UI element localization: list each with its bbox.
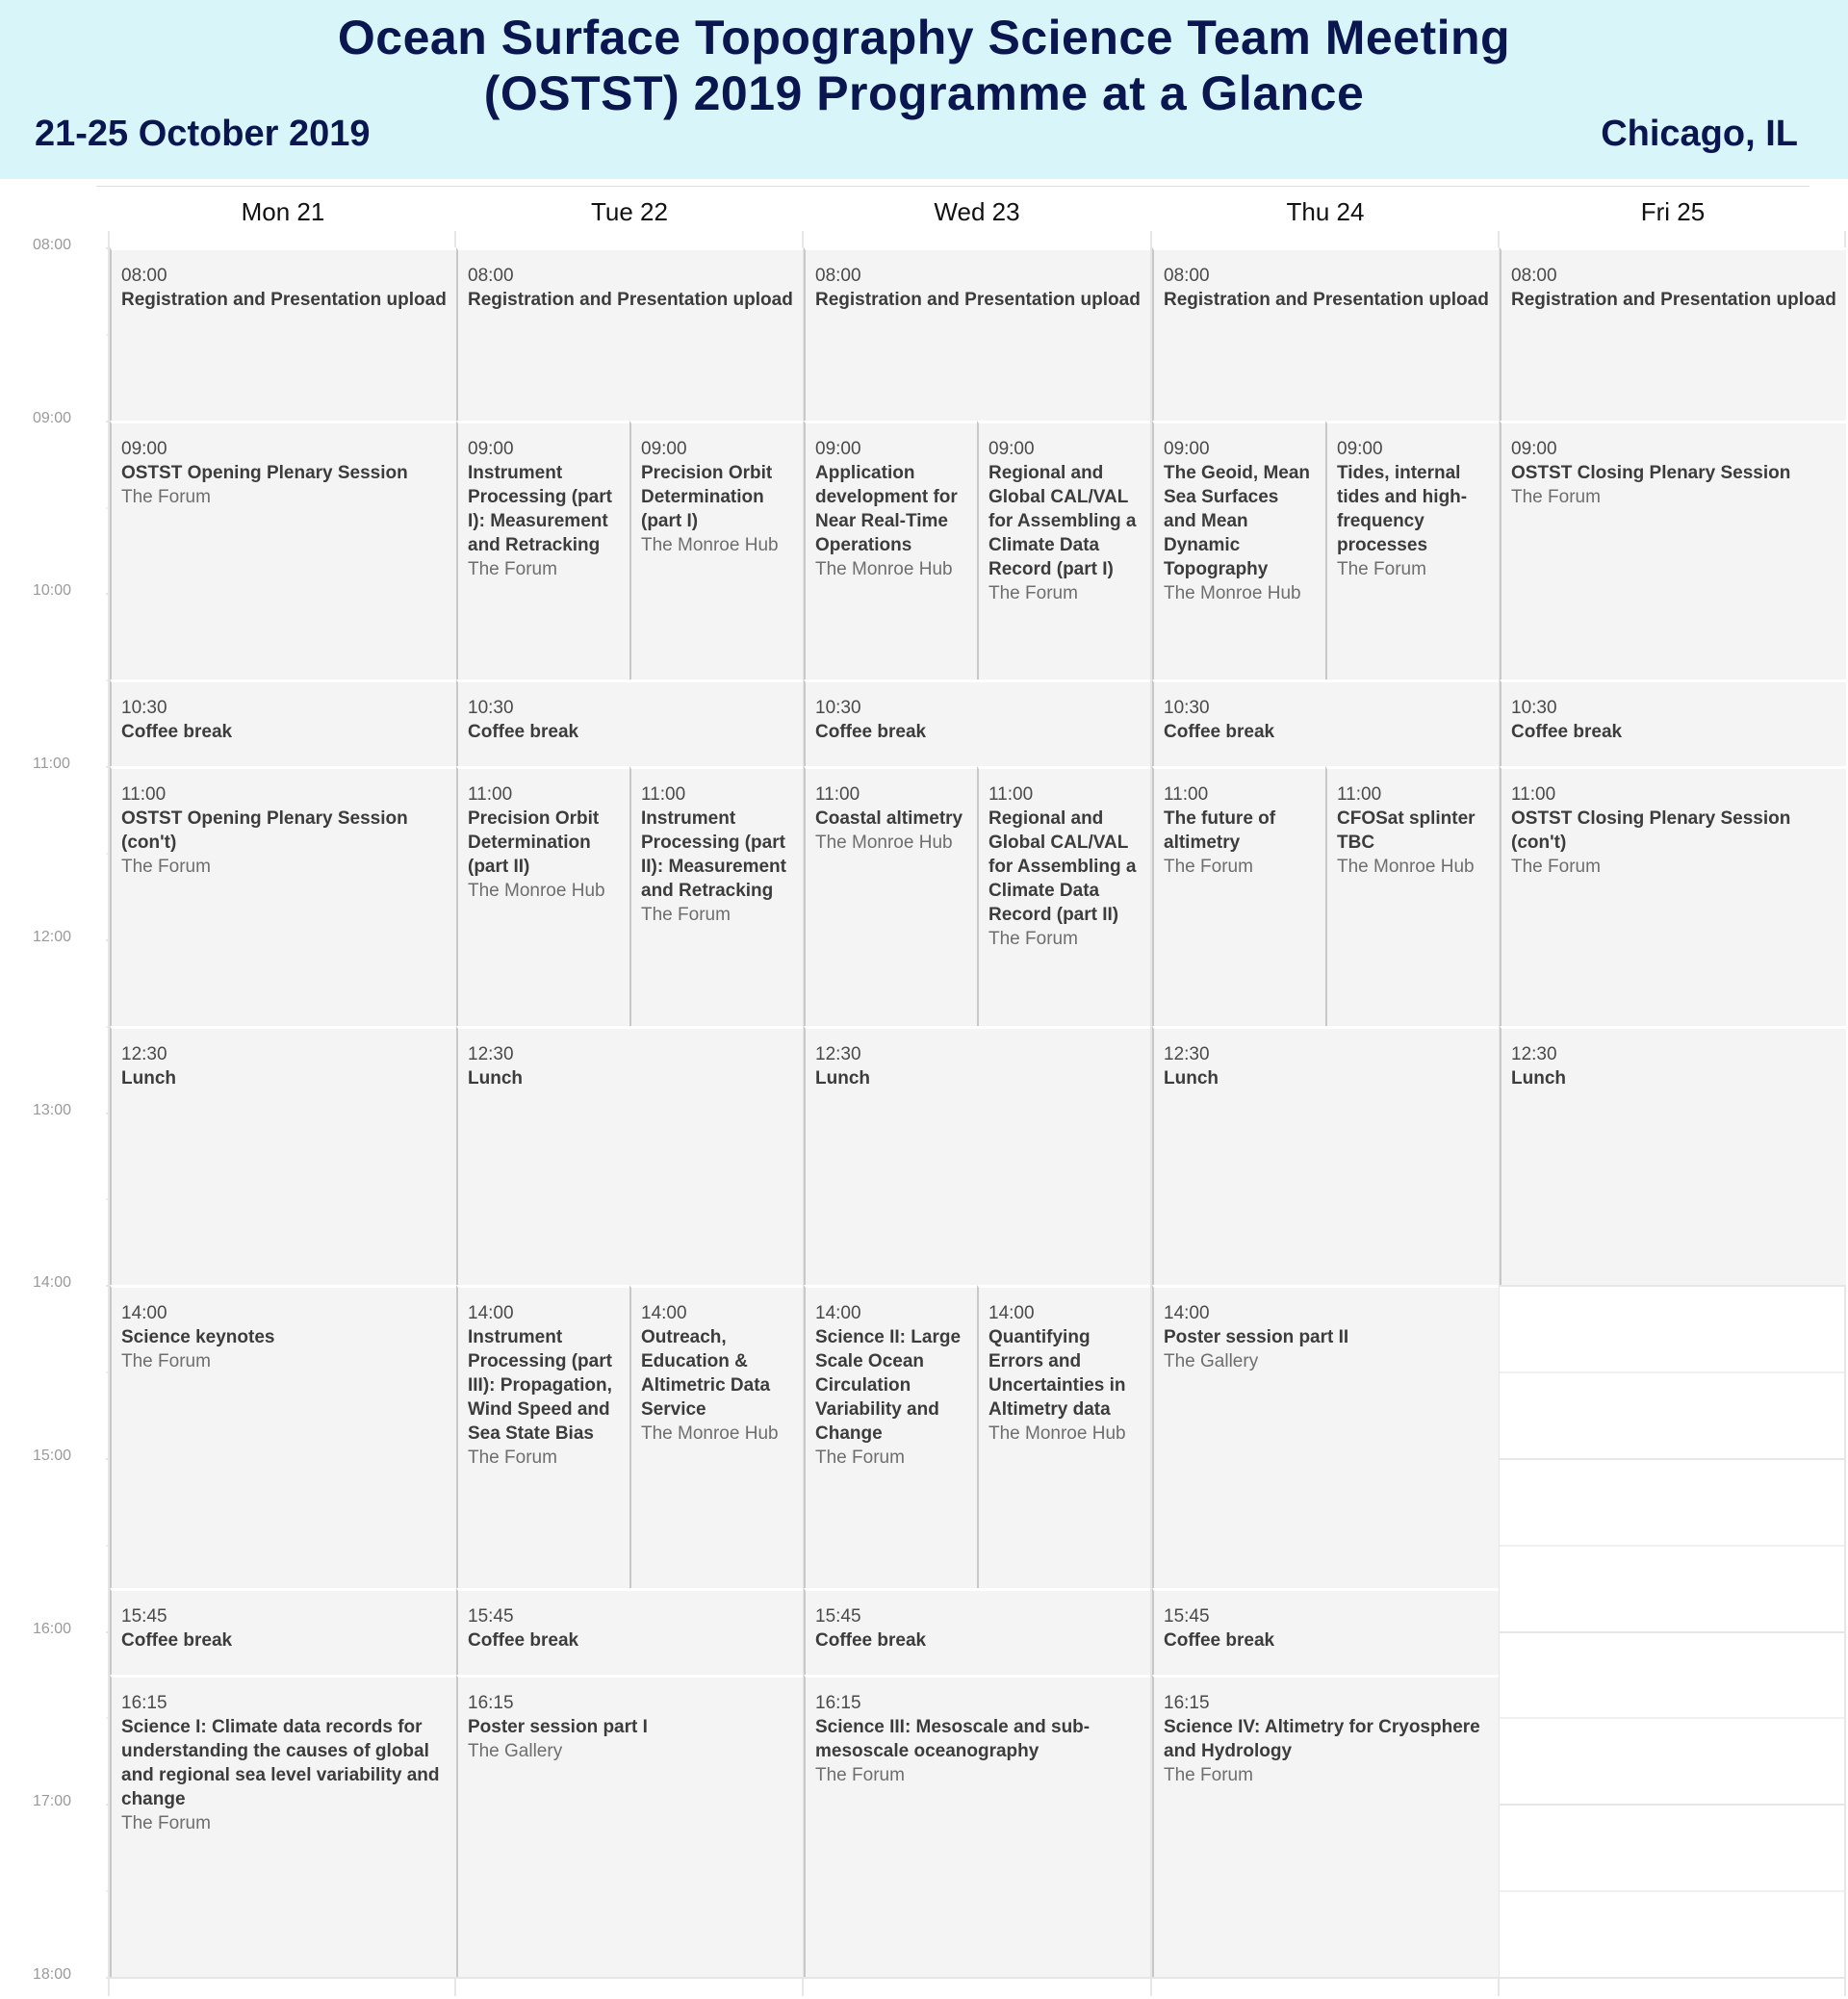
calendar-event[interactable]	[804, 1285, 977, 1587]
event-time: 09:00	[641, 438, 687, 459]
calendar-event[interactable]	[110, 1675, 456, 1977]
event-title: CFOSat splinter TBC	[1337, 808, 1476, 854]
event-location: The Forum	[1511, 857, 1601, 878]
event-time: 08:00	[468, 266, 514, 286]
event-location: The Monroe Hub	[468, 881, 605, 902]
title-line-1: Ocean Surface Topography Science Team Meeting	[337, 11, 1511, 64]
calendar-event[interactable]	[1325, 421, 1499, 680]
event-time: 15:45	[815, 1605, 861, 1627]
event-title: Poster session part II	[1164, 1327, 1349, 1348]
day-header-wed: Wed 23	[934, 197, 1020, 226]
calendar-event[interactable]	[1152, 1026, 1499, 1286]
event-location: The Monroe Hub	[815, 833, 953, 854]
event-title: OSTST Opening Plenary Session	[121, 462, 408, 483]
event-title: Poster session part I	[468, 1716, 648, 1737]
event-title: OSTST Closing Plenary Session	[1511, 462, 1791, 483]
calendar-event[interactable]	[629, 1285, 803, 1587]
calendar-event[interactable]	[110, 679, 456, 766]
event-title: Registration and Presentation upload	[1511, 290, 1836, 310]
event-title: Application development for Near Real-Time Operations	[815, 462, 958, 555]
event-location: The Forum	[988, 929, 1078, 950]
event-title: Regional and Global CAL/VAL for Assembling a Climate Data Record (part II)	[988, 808, 1137, 926]
calendar-event[interactable]	[456, 679, 803, 766]
calendar-event[interactable]	[1500, 679, 1846, 766]
event-title: Outreach, Education & Altimetric Data Service	[641, 1327, 771, 1421]
calendar-event[interactable]	[629, 421, 803, 680]
calendar-event[interactable]	[1152, 1588, 1499, 1675]
event-time: 14:00	[815, 1303, 861, 1324]
calendar-event[interactable]	[804, 1588, 1150, 1675]
event-time: 11:00	[1511, 784, 1556, 806]
event-title: Precision Orbit Determination (part I)	[641, 462, 773, 531]
event-time: 14:00	[988, 1303, 1035, 1324]
event-location: The Forum	[468, 558, 557, 579]
time-label: 14:00	[33, 1274, 72, 1292]
time-label: 17:00	[33, 1793, 72, 1810]
event-location: The Monroe Hub	[1337, 857, 1475, 878]
event-time: 09:00	[468, 438, 514, 459]
event-title: Registration and Presentation upload	[815, 290, 1141, 310]
event-time: 14:00	[1164, 1303, 1210, 1324]
event-time: 15:45	[1164, 1605, 1210, 1627]
calendar-event[interactable]	[110, 766, 456, 1026]
event-time: 12:30	[121, 1043, 167, 1064]
event-time: 16:15	[121, 1692, 167, 1713]
event-time: 11:00	[1337, 784, 1382, 806]
event-time: 10:30	[1164, 698, 1210, 719]
calendar-event[interactable]	[804, 1675, 1150, 1977]
event-location: The Monroe Hub	[641, 534, 779, 555]
event-title: Coffee break	[121, 722, 233, 743]
event-time: 08:00	[1164, 266, 1210, 286]
event-title: Registration and Presentation upload	[468, 290, 793, 310]
event-time: 10:30	[121, 698, 167, 719]
event-time: 15:45	[468, 1605, 514, 1627]
time-label: 15:00	[33, 1447, 72, 1464]
calendar-event[interactable]	[110, 1026, 456, 1286]
event-location: The Monroe Hub	[815, 558, 953, 579]
time-label: 08:00	[33, 237, 72, 253]
event-title: Coffee break	[468, 722, 579, 743]
event-time: 11:00	[121, 784, 167, 806]
event-title: OSTST Opening Plenary Session (con't)	[121, 808, 408, 854]
event-time: 16:15	[1164, 1692, 1210, 1713]
calendar-event[interactable]	[456, 1026, 803, 1286]
event-location: The Forum	[1164, 1764, 1253, 1785]
event-location: The Forum	[121, 857, 211, 878]
calendar-event[interactable]	[1152, 421, 1325, 680]
event-title: The Geoid, Mean Sea Surfaces and Mean Dynamic Topography	[1164, 462, 1311, 579]
event-time: 09:00	[1337, 438, 1383, 459]
calendar-event[interactable]	[1325, 766, 1499, 1026]
calendar-event[interactable]	[1500, 766, 1846, 1026]
calendar-event[interactable]	[1500, 1026, 1846, 1286]
event-title: Lunch	[468, 1067, 523, 1089]
calendar-event[interactable]	[804, 679, 1150, 766]
day-header-mon: Mon 21	[241, 197, 325, 226]
event-time: 09:00	[121, 438, 167, 459]
event-time: 16:15	[815, 1692, 861, 1713]
calendar-event[interactable]	[1500, 247, 1846, 421]
time-label: 10:00	[33, 582, 72, 600]
event-location: The Forum	[815, 1448, 905, 1469]
event-time: 11:00	[468, 784, 513, 806]
day-header-thu: Thu 24	[1286, 197, 1365, 226]
calendar-event[interactable]	[456, 247, 803, 421]
time-label: 18:00	[33, 1966, 72, 1983]
event-time: 09:00	[815, 438, 861, 459]
event-title: Science keynotes	[121, 1327, 275, 1348]
event-title: Science III: Mesoscale and sub-mesoscale oceanography	[815, 1716, 1091, 1761]
calendar-event[interactable]	[804, 421, 977, 680]
calendar-event[interactable]	[804, 247, 1150, 421]
event-title: The future of altimetry	[1164, 808, 1276, 854]
event-location: The Forum	[1164, 857, 1253, 878]
calendar-event[interactable]	[977, 766, 1150, 1026]
event-time: 14:00	[468, 1303, 514, 1324]
event-title: Coffee break	[121, 1629, 233, 1651]
event-time: 15:45	[121, 1605, 167, 1627]
event-title: Science IV: Altimetry for Cryosphere and Hydrology	[1164, 1716, 1480, 1761]
day-header-fri: Fri 25	[1640, 197, 1706, 226]
calendar-event[interactable]	[1152, 679, 1499, 766]
time-label: 11:00	[33, 756, 70, 773]
title-line-2: (OSTST) 2019 Programme at a Glance	[483, 66, 1365, 120]
event-location: The Forum	[815, 1764, 905, 1785]
event-location: The Monroe Hub	[641, 1423, 779, 1445]
event-time: 12:30	[1164, 1043, 1210, 1064]
calendar-event[interactable]	[110, 421, 456, 680]
event-location: The Forum	[121, 486, 211, 507]
event-location: The Forum	[641, 905, 731, 926]
calendar-event[interactable]	[1152, 1285, 1499, 1587]
event-title: Science I: Climate data records for understanding the causes of global and regional sea level variability and change	[121, 1716, 440, 1809]
event-title: Coffee break	[815, 722, 927, 743]
event-title: Lunch	[1164, 1067, 1219, 1089]
event-location: The Monroe Hub	[1164, 582, 1301, 603]
event-time: 16:15	[468, 1692, 514, 1713]
event-time: 12:30	[468, 1043, 514, 1064]
calendar-event[interactable]	[804, 1026, 1150, 1286]
calendar-event[interactable]	[110, 247, 456, 421]
event-title: Coffee break	[1164, 722, 1275, 743]
calendar-event[interactable]	[1500, 421, 1846, 680]
event-time: 09:00	[1164, 438, 1210, 459]
event-time: 11:00	[1164, 784, 1209, 806]
time-label: 12:00	[33, 928, 72, 945]
calendar-event[interactable]	[1152, 766, 1325, 1026]
calendar-event[interactable]	[629, 766, 803, 1026]
calendar-event[interactable]	[110, 1588, 456, 1675]
event-title: Science II: Large Scale Ocean Circulation Variability and Change	[815, 1327, 962, 1445]
event-title: Coffee break	[815, 1629, 927, 1651]
calendar-event[interactable]	[456, 766, 629, 1026]
time-label: 09:00	[33, 409, 72, 426]
event-title: Regional and Global CAL/VAL for Assembling a Climate Data Record (part I)	[988, 462, 1137, 579]
event-time: 12:30	[815, 1043, 861, 1064]
calendar-event[interactable]	[456, 421, 629, 680]
calendar-event[interactable]	[456, 1675, 803, 1977]
event-time: 10:30	[468, 698, 514, 719]
calendar-event[interactable]	[456, 1285, 629, 1587]
event-title: Instrument Processing (part III): Propagation, Wind Speed and Sea State Bias	[468, 1327, 612, 1445]
event-title: Lunch	[1511, 1067, 1566, 1089]
event-title: Coastal altimetry	[815, 808, 963, 830]
event-location: The Forum	[468, 1448, 557, 1469]
event-title: OSTST Closing Plenary Session (con't)	[1511, 808, 1791, 854]
calendar-event[interactable]	[977, 1285, 1150, 1587]
event-title: Tides, internal tides and high-frequency processes	[1337, 462, 1468, 555]
event-time: 12:30	[1511, 1043, 1557, 1064]
event-title: Registration and Presentation upload	[121, 290, 447, 310]
event-title: Lunch	[815, 1067, 870, 1089]
event-location: The Gallery	[468, 1740, 563, 1761]
event-location: The Monroe Hub	[988, 1423, 1126, 1445]
event-location: The Forum	[121, 1812, 211, 1833]
calendar-event[interactable]	[456, 1588, 803, 1675]
event-title: Instrument Processing (part I): Measurement and Retracking	[468, 462, 612, 555]
event-location: The Gallery	[1164, 1351, 1259, 1372]
event-title: Lunch	[121, 1067, 176, 1089]
event-location: The Forum	[988, 582, 1078, 603]
event-time: 11:00	[641, 784, 686, 806]
day-header-tue: Tue 22	[591, 197, 668, 226]
time-label: 13:00	[33, 1101, 72, 1118]
event-location: Chicago, IL	[1601, 114, 1798, 154]
event-time: 08:00	[121, 266, 167, 286]
event-time: 10:30	[1511, 698, 1557, 719]
event-time: 08:00	[815, 266, 861, 286]
event-title: Precision Orbit Determination (part II)	[468, 808, 600, 878]
calendar-event[interactable]	[804, 766, 977, 1026]
event-title: Coffee break	[1511, 722, 1623, 743]
calendar-event[interactable]	[1152, 1675, 1499, 1977]
event-time: 09:00	[1511, 438, 1557, 459]
calendar-event[interactable]	[977, 421, 1150, 680]
event-time: 09:00	[988, 438, 1035, 459]
event-title: Coffee break	[468, 1629, 579, 1651]
event-time: 11:00	[988, 784, 1034, 806]
event-time: 10:30	[815, 698, 861, 719]
time-label: 16:00	[33, 1620, 72, 1637]
event-time: 08:00	[1511, 266, 1557, 286]
event-title: Quantifying Errors and Uncertainties in Altimetry data	[988, 1327, 1126, 1421]
event-time: 14:00	[121, 1303, 167, 1324]
calendar-event[interactable]	[110, 1285, 456, 1587]
calendar-event[interactable]	[1152, 247, 1499, 421]
event-time: 11:00	[815, 784, 860, 806]
event-location: The Forum	[1511, 486, 1601, 507]
event-dates: 21-25 October 2019	[35, 114, 371, 154]
event-title: Registration and Presentation upload	[1164, 290, 1489, 310]
event-location: The Forum	[1337, 558, 1426, 579]
event-time: 14:00	[641, 1303, 687, 1324]
event-title: Instrument Processing (part II): Measurement and Retracking	[641, 808, 786, 902]
event-location: The Forum	[121, 1351, 211, 1372]
event-title: Coffee break	[1164, 1629, 1275, 1651]
